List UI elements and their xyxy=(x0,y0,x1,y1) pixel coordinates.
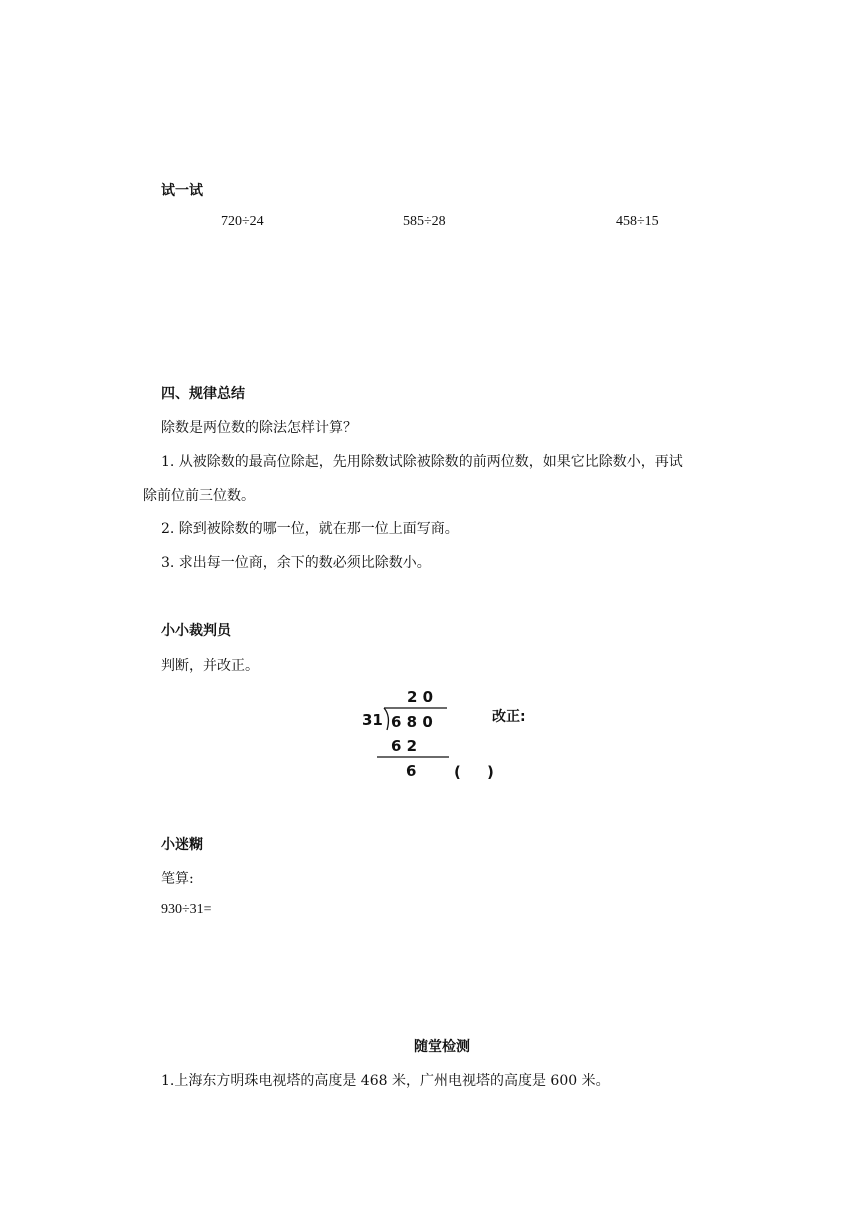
verdict-blank: ( ) xyxy=(454,763,494,781)
product: 6 2 xyxy=(391,737,418,755)
correction-label: 改正: xyxy=(492,709,526,725)
rule-1-line-2: 除前位前三位数。 xyxy=(143,488,255,504)
section4-question: 除数是两位数的除法怎样计算？ xyxy=(161,420,357,436)
puzzle-instruction: 笔算: xyxy=(161,871,194,887)
puzzle-problem: 930÷31= xyxy=(161,902,212,917)
quiz-heading: 随堂检测 xyxy=(414,1039,470,1055)
rule-3: 3. 求出每一位商，余下的数必须比除数小。 xyxy=(161,555,431,571)
exercise-1: 720÷24 xyxy=(221,214,264,229)
division-bracket xyxy=(384,708,388,730)
rule-2: 2. 除到被除数的哪一位，就在那一位上面写商。 xyxy=(161,521,459,537)
puzzle-heading: 小迷糊 xyxy=(161,837,203,853)
dividend: 6 8 0 xyxy=(391,713,433,731)
judge-heading: 小小裁判员 xyxy=(161,623,231,639)
remainder: 6 xyxy=(406,762,417,780)
exercise-2: 585÷28 xyxy=(403,214,446,229)
quotient: 2 0 xyxy=(407,688,434,706)
quiz-item-1: 1.上海东方明珠电视塔的高度是 468 米，广州电视塔的高度是 600 米。 xyxy=(161,1073,610,1089)
divisor: 31 xyxy=(362,711,383,729)
try-it-heading: 试一试 xyxy=(161,183,203,199)
exercise-3: 458÷15 xyxy=(616,214,659,229)
judge-instruction: 判断，并改正。 xyxy=(161,658,259,674)
section4-heading: 四、规律总结 xyxy=(161,386,245,402)
rule-1-line-1: 1. 从被除数的最高位除起，先用除数试除被除数的前两位数，如果它比除数小，再试 xyxy=(161,454,683,470)
